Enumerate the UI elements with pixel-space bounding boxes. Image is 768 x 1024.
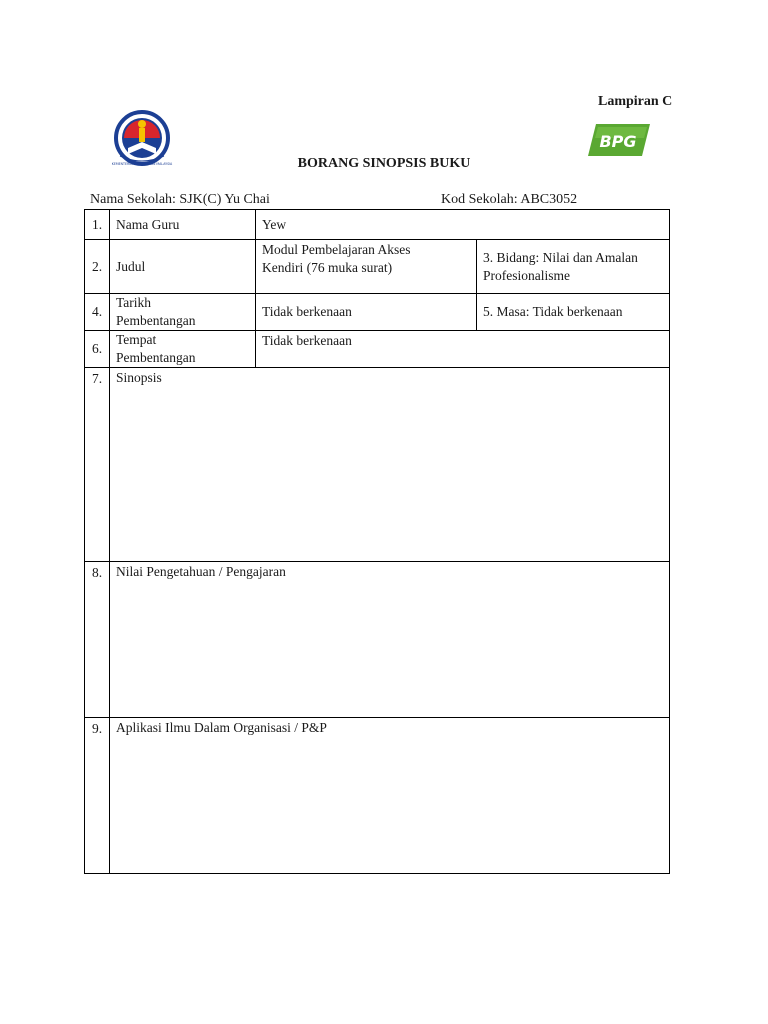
nama-guru-value[interactable]: Yew — [256, 210, 670, 240]
bpg-logo-text: BPG — [599, 132, 637, 151]
row-nama-guru — [85, 210, 670, 240]
nilai-area[interactable] — [110, 562, 670, 718]
bidang-line-2: Profesionalisme — [483, 267, 570, 283]
bidang-line-1: 3. Bidang: Nilai dan Amalan — [483, 249, 638, 265]
field-label: Aplikasi Ilmu Dalam Organisasi / P&P — [116, 720, 327, 735]
masa-value[interactable]: 5. Masa: Tidak berkenaan — [477, 294, 670, 331]
field-label: Judul — [110, 240, 256, 294]
label-line-2: Pembentangan — [116, 313, 196, 328]
row-number: 8. — [85, 562, 110, 718]
tempat-value[interactable]: Tidak berkenaan — [256, 331, 670, 368]
row-number: 9. — [85, 718, 110, 874]
label-line-1: Tempat — [116, 332, 157, 347]
judul-value[interactable] — [256, 240, 477, 294]
field-label — [110, 294, 256, 331]
aplikasi-area[interactable] — [110, 718, 670, 874]
lampiran-label: Lampiran C — [598, 94, 673, 109]
row-number: 7. — [85, 368, 110, 562]
field-label — [110, 331, 256, 368]
logo-caption: KEMENTERIAN PENDIDIKAN MALAYSIA — [111, 162, 173, 166]
row-number: 4. — [85, 294, 110, 331]
label-line-2: Pembentangan — [116, 350, 196, 365]
school-code: Kod Sekolah: ABC3052 — [441, 192, 578, 207]
judul-line-2: Kendiri (76 muka surat) — [262, 260, 393, 275]
row-number: 6. — [85, 331, 110, 368]
row-number: 2. — [85, 240, 110, 294]
school-name: Nama Sekolah: SJK(C) Yu Chai — [90, 192, 270, 207]
label-line-1: Tarikh — [116, 295, 152, 310]
synopsis-form-table — [84, 209, 670, 874]
row-tarikh — [85, 294, 670, 331]
row-judul — [85, 240, 670, 294]
field-label: Nama Guru — [110, 210, 256, 240]
row-tempat — [85, 331, 670, 368]
bidang-value[interactable] — [477, 240, 670, 294]
field-label: Nilai Pengetahuan / Pengajaran — [116, 564, 286, 579]
bpg-logo — [586, 122, 652, 158]
row-sinopsis — [85, 368, 670, 562]
page-title: BORANG SINOPSIS BUKU — [297, 156, 471, 171]
field-label: Sinopsis — [116, 370, 162, 385]
row-number: 1. — [85, 210, 110, 240]
row-aplikasi — [85, 718, 670, 874]
judul-line-1: Modul Pembelajaran Akses — [262, 242, 411, 257]
row-nilai — [85, 562, 670, 718]
tarikh-value[interactable]: Tidak berkenaan — [256, 294, 477, 331]
sinopsis-area[interactable] — [110, 368, 670, 562]
